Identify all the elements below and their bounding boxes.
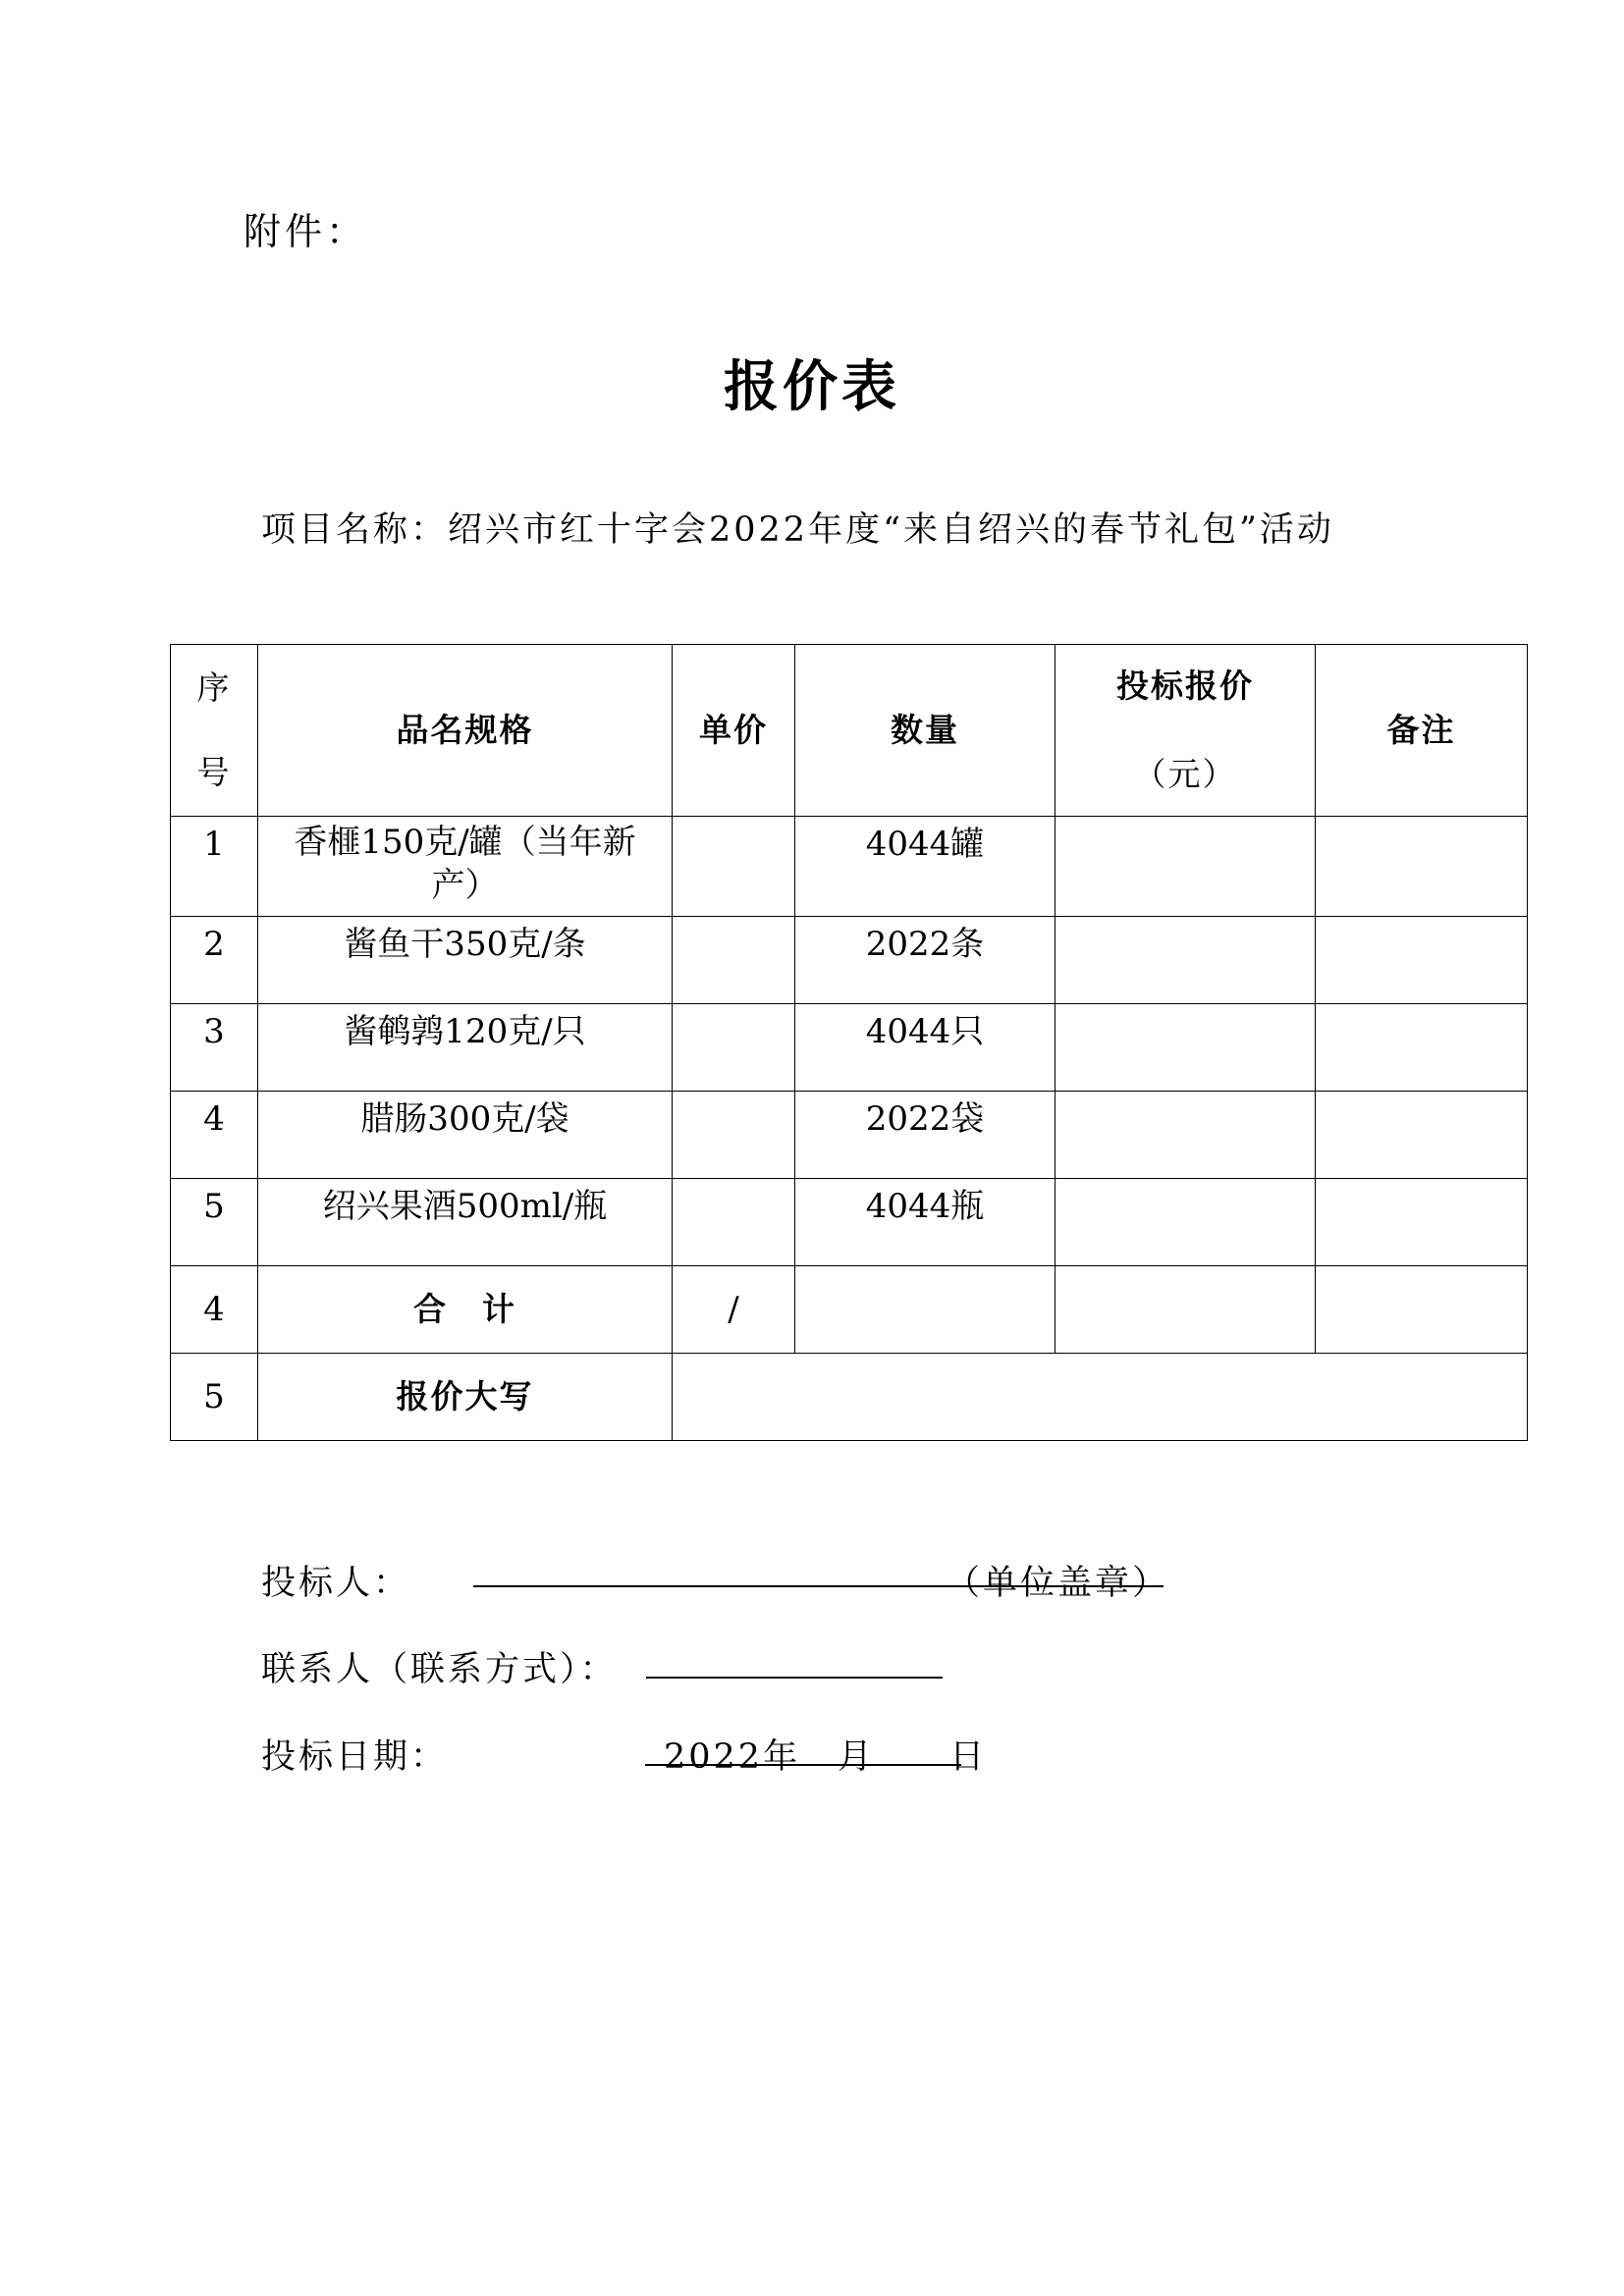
header-bid-unit: （元） (1133, 755, 1237, 793)
quote-table (170, 644, 1528, 1441)
row-seq: 2 (171, 917, 258, 1004)
row-quantity: 2022条 (795, 917, 1056, 1004)
row-bid-price (1056, 817, 1316, 917)
row-name-spec: 腊肠300克/袋 (258, 1092, 673, 1179)
bidder-seal-note: （单位盖章） (946, 1564, 1170, 1603)
attachment-label: 附件： (244, 210, 368, 253)
row-unit-price (673, 1179, 795, 1266)
table-row (171, 1004, 1528, 1092)
row-seq: 3 (171, 1004, 258, 1092)
header-bid-price (1056, 645, 1316, 817)
capital-row (171, 1354, 1528, 1441)
row-seq: 4 (171, 1092, 258, 1179)
total-row (171, 1266, 1528, 1354)
row-unit-price (673, 817, 795, 917)
total-seq: 4 (171, 1266, 258, 1354)
row-bid-price (1056, 1092, 1316, 1179)
capital-seq: 5 (171, 1354, 258, 1441)
capital-value (673, 1354, 1528, 1441)
row-unit-price (673, 917, 795, 1004)
total-label: 合 计 (258, 1266, 673, 1354)
row-remarks (1316, 817, 1528, 917)
header-remarks: 备注 (1316, 645, 1528, 817)
header-seq (171, 645, 258, 817)
row-name-spec: 酱鱼干350克/条 (258, 917, 673, 1004)
date-value: 2022年 月 日 (664, 1737, 988, 1777)
table-row (171, 1179, 1528, 1266)
capital-label: 报价大写 (258, 1354, 673, 1441)
row-seq: 1 (171, 817, 258, 917)
contact-label: 联系人（联系方式）： (261, 1650, 618, 1689)
total-bid-price (1056, 1266, 1316, 1354)
table-row (171, 1092, 1528, 1179)
date-label: 投标日期： (261, 1737, 449, 1777)
row-remarks (1316, 1004, 1528, 1092)
header-quantity: 数量 (795, 645, 1056, 817)
header-seq-top: 序 (196, 668, 232, 707)
table-header-row (171, 645, 1528, 817)
row-quantity: 2022袋 (795, 1092, 1056, 1179)
row-quantity: 4044瓶 (795, 1179, 1056, 1266)
row-unit-price (673, 1004, 795, 1092)
project-name: 项目名称：绍兴市红十字会2022年度“来自绍兴的春节礼包”活动 (261, 510, 1334, 550)
total-remarks (1316, 1266, 1528, 1354)
table-row (171, 817, 1528, 917)
total-unit-price: / (673, 1266, 795, 1354)
row-name-spec: 酱鹌鹑120克/只 (258, 1004, 673, 1092)
row-bid-price (1056, 917, 1316, 1004)
contact-line (646, 1677, 943, 1679)
row-unit-price (673, 1092, 795, 1179)
table-row (171, 917, 1528, 1004)
header-seq-bottom: 号 (196, 753, 232, 791)
row-remarks (1316, 917, 1528, 1004)
row-bid-price (1056, 1004, 1316, 1092)
row-seq: 5 (171, 1179, 258, 1266)
row-bid-price (1056, 1179, 1316, 1266)
row-name-spec: 绍兴果酒500ml/瓶 (258, 1179, 673, 1266)
row-quantity: 4044罐 (795, 817, 1056, 917)
bidder-label: 投标人： (261, 1564, 411, 1603)
header-bid-price-label: 投标报价 (1116, 667, 1254, 705)
row-remarks (1316, 1092, 1528, 1179)
page-title: 报价表 (724, 355, 900, 419)
header-name-spec: 品名规格 (258, 645, 673, 817)
total-quantity (795, 1266, 1056, 1354)
row-remarks (1316, 1179, 1528, 1266)
row-quantity: 4044只 (795, 1004, 1056, 1092)
header-unit-price: 单价 (673, 645, 795, 817)
row-name-spec: 香榧150克/罐（当年新产） (258, 817, 673, 917)
